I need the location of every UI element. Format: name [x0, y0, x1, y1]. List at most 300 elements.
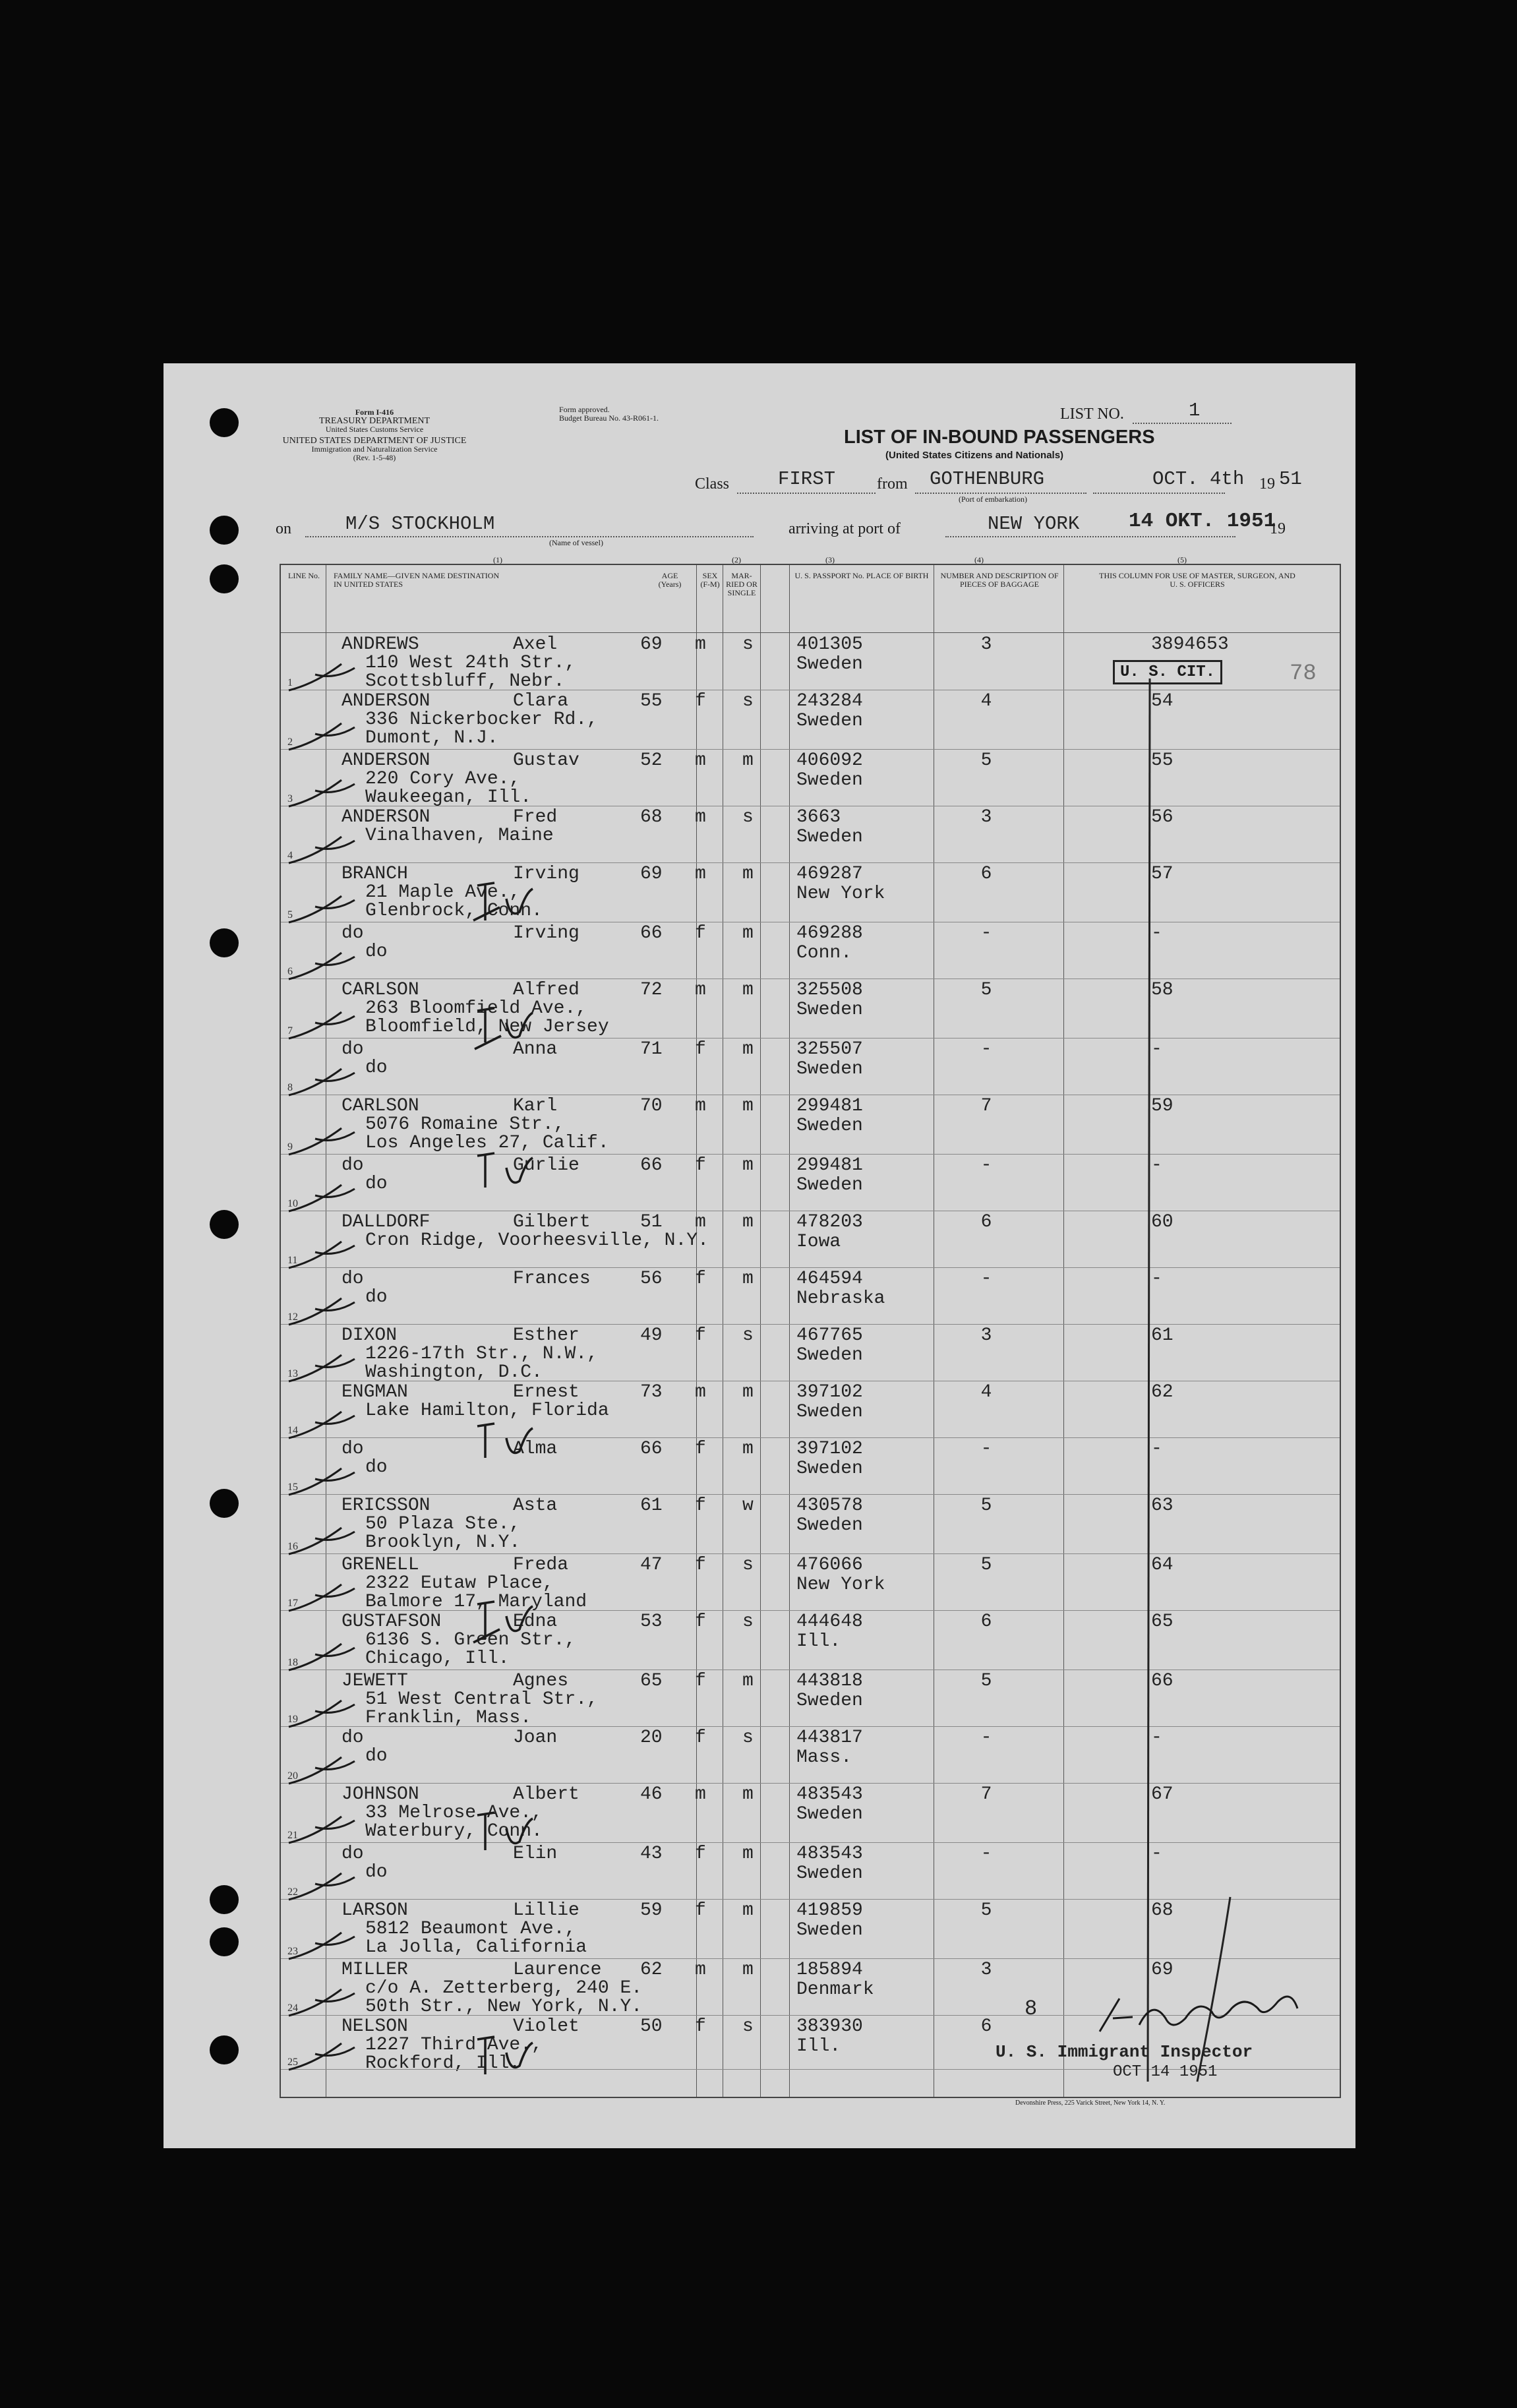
marital-status: s	[742, 691, 754, 711]
marital-status: s	[742, 634, 754, 655]
age: 61	[640, 1495, 663, 1516]
passport-number: 397102	[796, 1439, 863, 1459]
place-of-birth: New York	[796, 884, 885, 904]
age: 55	[640, 691, 663, 711]
given-name: Esther	[513, 1325, 580, 1346]
place-of-birth: New York	[796, 1575, 885, 1595]
place-of-birth: Denmark	[796, 1979, 874, 2000]
baggage-count: 6	[980, 864, 992, 884]
given-name: Ernest	[513, 1382, 580, 1402]
header-officers: THIS COLUMN FOR USE OF MASTER, SURGEON, AND U. S. OFFICERS	[1099, 571, 1295, 589]
arrival-port: NEW YORK	[988, 513, 1080, 535]
family-name: CARLSON	[342, 1096, 419, 1116]
line-number: 2	[287, 737, 293, 748]
family-name: do	[342, 1269, 364, 1289]
address-line-1: c/o A. Zetterberg, 240 E.	[365, 1978, 643, 1999]
age: 20	[640, 1728, 663, 1748]
baggage-count: -	[980, 923, 992, 944]
given-name: Gurlie	[513, 1155, 580, 1176]
col-num-3: (3)	[825, 555, 835, 564]
ins-service: Immigration and Naturalization Service	[311, 444, 438, 454]
baggage-count: 5	[980, 1495, 992, 1516]
family-name: ENGMAN	[342, 1382, 408, 1402]
family-name: GRENELL	[342, 1555, 419, 1575]
baggage-count: 4	[980, 691, 992, 711]
header-age: AGE (Years)	[658, 571, 682, 589]
passport-number: 325507	[796, 1039, 863, 1060]
age: 66	[640, 1155, 663, 1176]
officer-note: -	[1151, 1269, 1162, 1289]
on-label: on	[276, 520, 291, 537]
given-name: Clara	[513, 691, 569, 711]
given-name: Edna	[513, 1611, 558, 1632]
baggage-count: 3	[980, 1960, 992, 1980]
inspector-signature	[1093, 1992, 1330, 2045]
baggage-count: 6	[980, 1212, 992, 1232]
officer-note: 60	[1151, 1212, 1174, 1232]
family-name: DALLDORF	[342, 1212, 431, 1232]
address-line-1: 263 Bloomfield Ave.,	[365, 998, 587, 1019]
header-passport: U. S. PASSPORT No. PLACE OF BIRTH	[794, 571, 929, 580]
family-name: NELSON	[342, 2016, 408, 2037]
line-number: 5	[287, 909, 293, 920]
place-of-birth: Mass.	[796, 1747, 852, 1768]
check-mark	[289, 1069, 355, 1095]
passport-number: 383930	[796, 2016, 863, 2037]
address-line-2: Franklin, Mass.	[365, 1708, 532, 1728]
marital-status: m	[742, 1439, 754, 1459]
check-mark	[289, 2043, 355, 2070]
place-of-birth: Iowa	[796, 1232, 841, 1252]
year-prefix: 19	[1259, 475, 1275, 493]
age: 69	[640, 634, 663, 655]
check-mark	[289, 1701, 355, 1727]
marital-status: m	[742, 1900, 754, 1921]
place-of-birth: Sweden	[796, 1345, 863, 1366]
col-num-4: (4)	[974, 555, 984, 564]
age: 66	[640, 923, 663, 944]
sex: f	[695, 1269, 706, 1289]
address-line-1: do	[365, 1746, 388, 1766]
line-number: 24	[287, 2002, 298, 2014]
given-name: Fred	[513, 807, 558, 828]
sex: f	[695, 923, 706, 944]
check-mark	[289, 1468, 355, 1495]
age: 56	[640, 1269, 663, 1289]
line-number: 25	[287, 2057, 298, 2068]
given-name: Lillie	[513, 1900, 580, 1921]
vessel-name: M/S STOCKHOLM	[345, 513, 495, 535]
passport-number: 243284	[796, 691, 863, 711]
officer-note: 54	[1151, 691, 1174, 711]
sex: f	[695, 1155, 706, 1176]
address-line-1: 5076 Romaine Str.,	[365, 1114, 565, 1135]
sex: m	[695, 807, 706, 828]
line-number: 6	[287, 966, 293, 977]
check-mark	[289, 780, 355, 806]
baggage-count: 6	[980, 1611, 992, 1632]
officer-note: -	[1151, 1039, 1162, 1060]
sex: f	[695, 1671, 706, 1691]
address-line-1: do	[365, 1457, 388, 1478]
baggage-count: 5	[980, 1671, 992, 1691]
address-line-2: Waukeegan, Ill.	[365, 787, 532, 808]
marital-status: m	[742, 1212, 754, 1232]
check-mark	[289, 1012, 355, 1038]
address-line-1: 6136 S. Green Str.,	[365, 1630, 576, 1650]
address-line-1: Vinalhaven, Maine	[365, 826, 554, 846]
place-of-birth: Sweden	[796, 1175, 863, 1195]
header-baggage: NUMBER AND DESCRIPTION OF PIECES OF BAGGAGE	[940, 571, 1059, 589]
baggage-count: 4	[980, 1382, 992, 1402]
marital-status: m	[742, 923, 754, 944]
age: 71	[640, 1039, 663, 1060]
sex: m	[695, 864, 706, 884]
line-number: 16	[287, 1541, 298, 1552]
officer-note: 3894653	[1151, 634, 1229, 655]
year-suffix: 19	[1270, 520, 1286, 537]
officer-note: 58	[1151, 980, 1174, 1000]
age: 72	[640, 980, 663, 1000]
address-line-1: 220 Cory Ave.,	[365, 769, 521, 789]
check-mark	[289, 1873, 355, 1900]
check-mark	[289, 1412, 355, 1438]
line-number: 7	[287, 1025, 293, 1037]
place-of-birth: Sweden	[796, 1920, 863, 1941]
given-name: Laurence	[513, 1960, 602, 1980]
justice-dept: UNITED STATES DEPARTMENT OF JUSTICE	[282, 436, 467, 446]
check-mark	[289, 1584, 355, 1611]
budget-bureau: Budget Bureau No. 43-R061-1.	[559, 413, 659, 423]
line-number: 3	[287, 793, 293, 804]
passport-number: 406092	[796, 750, 863, 771]
address-line-2: Scottsbluff, Nebr.	[365, 671, 565, 692]
line-number: 15	[287, 1482, 298, 1493]
officer-note: 65	[1151, 1611, 1174, 1632]
address-line-1: Lake Hamilton, Florida	[365, 1400, 609, 1421]
officer-note: -	[1151, 1728, 1162, 1748]
sex: f	[695, 1728, 706, 1748]
inspector-title: U. S. Immigrant Inspector	[996, 2042, 1253, 2062]
given-name: Axel	[513, 634, 558, 655]
family-name: do	[342, 1439, 364, 1459]
passport-number: 443817	[796, 1728, 863, 1748]
baggage-count: 5	[980, 750, 992, 771]
passport-number: 443818	[796, 1671, 863, 1691]
age: 73	[640, 1382, 663, 1402]
place-of-birth: Sweden	[796, 1515, 863, 1536]
passport-number: 401305	[796, 634, 863, 655]
passport-number: 397102	[796, 1382, 863, 1402]
baggage-count: 3	[980, 1325, 992, 1346]
class-value: FIRST	[778, 468, 836, 490]
line-number: 18	[287, 1657, 298, 1668]
line-number: 19	[287, 1714, 298, 1725]
address-line-2: Dumont, N.J.	[365, 728, 498, 748]
year-value: 51	[1279, 468, 1302, 490]
officer-note: 57	[1151, 864, 1174, 884]
passenger-list-sheet	[164, 363, 1355, 2148]
marital-status: w	[742, 1495, 754, 1516]
given-name: Irving	[513, 923, 580, 944]
list-no-label: LIST NO.	[1060, 406, 1124, 423]
sex: m	[695, 980, 706, 1000]
family-name: LARSON	[342, 1900, 408, 1921]
header-married: MAR- RIED OR SINGLE	[726, 571, 758, 597]
check-mark	[289, 1757, 355, 1784]
sex: f	[695, 1611, 706, 1632]
check-mark	[289, 1298, 355, 1325]
marital-status: m	[742, 864, 754, 884]
officer-note: -	[1151, 1844, 1162, 1864]
officer-note: 68	[1151, 1900, 1174, 1921]
printer-imprint: Devonshire Press, 225 Varick Street, New York 14, N. Y.	[1015, 2099, 1166, 2107]
inspector-date-stamp: OCT 14 1951	[1113, 2063, 1218, 2081]
family-name: do	[342, 1844, 364, 1864]
family-name: ANDERSON	[342, 691, 431, 711]
signature-note: 8	[1025, 1997, 1038, 2021]
us-citizen-stamp: U. S. CIT.	[1113, 660, 1222, 684]
passport-number: 483543	[796, 1784, 863, 1805]
address-line-1: 50 Plaza Ste.,	[365, 1514, 521, 1534]
family-name: do	[342, 1155, 364, 1176]
baggage-count: 5	[980, 1900, 992, 1921]
passport-number: 478203	[796, 1212, 863, 1232]
col-num-1: (1)	[493, 555, 502, 564]
place-of-birth: Sweden	[796, 1691, 863, 1711]
given-name: Freda	[513, 1555, 569, 1575]
age: 59	[640, 1900, 663, 1921]
given-name: Frances	[513, 1269, 591, 1289]
from-value: GOTHENBURG	[930, 468, 1045, 490]
marital-status: m	[742, 1960, 754, 1980]
line-number: 10	[287, 1198, 298, 1209]
marital-status: m	[742, 980, 754, 1000]
line-number: 22	[287, 1886, 298, 1898]
passport-number: 299481	[796, 1155, 863, 1176]
line-number: 4	[287, 850, 293, 861]
sex: m	[695, 1960, 706, 1980]
place-of-birth: Sweden	[796, 1863, 863, 1884]
age: 49	[640, 1325, 663, 1346]
passport-number: 185894	[796, 1960, 863, 1980]
address-line-1: do	[365, 1287, 388, 1308]
family-name: do	[342, 1728, 364, 1748]
age: 47	[640, 1555, 663, 1575]
address-line-2: Washington, D.C.	[365, 1362, 543, 1383]
address-line-1: 21 Maple Ave.,	[365, 882, 521, 903]
sex: f	[695, 691, 706, 711]
officer-note: 67	[1151, 1784, 1174, 1805]
check-mark	[289, 723, 355, 750]
marital-status: m	[742, 1844, 754, 1864]
address-line-2: Chicago, Ill.	[365, 1648, 510, 1669]
address-line-2: Brooklyn, N.Y.	[365, 1532, 521, 1553]
sex: m	[695, 1096, 706, 1116]
given-name: Alfred	[513, 980, 580, 1000]
header-line-no: LINE No.	[288, 571, 320, 580]
given-name: Elin	[513, 1844, 558, 1864]
officer-note: 63	[1151, 1495, 1174, 1516]
age: 70	[640, 1096, 663, 1116]
list-no-value: 1	[1189, 400, 1201, 421]
check-mark	[289, 1355, 355, 1381]
arriving-label: arriving at port of	[788, 520, 901, 537]
officer-note: 62	[1151, 1382, 1174, 1402]
family-name: ERICSSON	[342, 1495, 431, 1516]
passport-number: 476066	[796, 1555, 863, 1575]
family-name: JOHNSON	[342, 1784, 419, 1805]
baggage-count: -	[980, 1439, 992, 1459]
officer-note: -	[1151, 923, 1162, 944]
address-line-1: do	[365, 1862, 388, 1882]
marital-status: s	[742, 1325, 754, 1346]
officer-note: 69	[1151, 1960, 1174, 1980]
officer-note: 61	[1151, 1325, 1174, 1346]
marital-status: m	[742, 1784, 754, 1805]
family-name: do	[342, 923, 364, 944]
check-mark	[289, 1817, 355, 1843]
marital-status: s	[742, 1555, 754, 1575]
sex: f	[695, 2016, 706, 2037]
line-number: 9	[287, 1141, 293, 1153]
place-of-birth: Conn.	[796, 943, 852, 963]
check-mark	[289, 837, 355, 863]
baggage-count: 7	[980, 1096, 992, 1116]
place-of-birth: Nebraska	[796, 1288, 885, 1309]
address-line-1: 51 West Central Str.,	[365, 1689, 598, 1710]
given-name: Alma	[513, 1439, 558, 1459]
line-number: 17	[287, 1598, 298, 1609]
form-approved: Form approved.	[559, 405, 610, 414]
marital-status: m	[742, 1382, 754, 1402]
baggage-count: -	[980, 1269, 992, 1289]
check-mark	[289, 953, 355, 979]
baggage-count: 7	[980, 1784, 992, 1805]
passport-number: 430578	[796, 1495, 863, 1516]
sex: f	[695, 1325, 706, 1346]
place-of-birth: Sweden	[796, 1804, 863, 1824]
line-number: 14	[287, 1425, 298, 1436]
line-number: 20	[287, 1770, 298, 1782]
check-marks	[164, 363, 1355, 2148]
baggage-count: 5	[980, 980, 992, 1000]
passport-number: 483543	[796, 1844, 863, 1864]
check-mark	[289, 664, 355, 690]
line-number: 12	[287, 1311, 298, 1323]
passport-number: 469288	[796, 923, 863, 944]
address-line-2: Bloomfield, New Jersey	[365, 1017, 609, 1037]
passport-number: 469287	[796, 864, 863, 884]
given-name: Violet	[513, 2016, 580, 2037]
address-line-1: 33 Melrose Ave.,	[365, 1803, 543, 1823]
address-line-2: Waterbury, Conn.	[365, 1821, 543, 1842]
sex: f	[695, 1495, 706, 1516]
baggage-count: -	[980, 1728, 992, 1748]
family-name: ANDREWS	[342, 634, 419, 655]
age: 53	[640, 1611, 663, 1632]
given-name: Agnes	[513, 1671, 569, 1691]
check-mark	[289, 1242, 355, 1268]
place-of-birth: Sweden	[796, 827, 863, 847]
line-number: 13	[287, 1368, 298, 1379]
marital-status: m	[742, 1096, 754, 1116]
sex: m	[695, 1784, 706, 1805]
place-of-birth: Ill.	[796, 1631, 841, 1652]
header-name: FAMILY NAME—GIVEN NAME DESTINATION IN UNITED STATES	[334, 571, 500, 589]
given-name: Karl	[513, 1096, 558, 1116]
address-line-2: 50th Str., New York, N.Y.	[365, 1997, 643, 2017]
officer-note: 66	[1151, 1671, 1174, 1691]
address-line-2: La Jolla, California	[365, 1937, 587, 1958]
family-name: do	[342, 1039, 364, 1060]
place-of-birth: Sweden	[796, 654, 863, 675]
given-name: Irving	[513, 864, 580, 884]
check-mark	[289, 1644, 355, 1670]
age: 50	[640, 2016, 663, 2037]
passport-number: 325508	[796, 980, 863, 1000]
family-name: CARLSON	[342, 980, 419, 1000]
sex: f	[695, 1844, 706, 1864]
baggage-count: -	[980, 1155, 992, 1176]
arrival-date-stamp: 14 OKT. 1951	[1129, 510, 1276, 533]
vessel-label: (Name of vessel)	[549, 538, 603, 547]
address-line-2: Los Angeles 27, Calif.	[365, 1133, 609, 1153]
address-line-1: 110 West 24th Str.,	[365, 653, 576, 673]
passport-number: 419859	[796, 1900, 863, 1921]
age: 51	[640, 1212, 663, 1232]
given-name: Asta	[513, 1495, 558, 1516]
marital-status: m	[742, 1671, 754, 1691]
from-label: from	[877, 475, 908, 493]
marital-status: s	[742, 1611, 754, 1632]
address-line-1: 1227 Third Ave.,	[365, 2035, 543, 2055]
place-of-birth: Sweden	[796, 1059, 863, 1079]
officer-note: -	[1151, 1155, 1162, 1176]
place-of-birth: Sweden	[796, 770, 863, 791]
marital-status: s	[742, 807, 754, 828]
address-line-1: do	[365, 942, 388, 962]
given-name: Anna	[513, 1039, 558, 1060]
sex: m	[695, 750, 706, 771]
age: 46	[640, 1784, 663, 1805]
sex: f	[695, 1439, 706, 1459]
marital-status: m	[742, 1039, 754, 1060]
treasury-dept: TREASURY DEPARTMENT	[318, 416, 431, 426]
officer-note: 59	[1151, 1096, 1174, 1116]
customs-service: United States Customs Service	[325, 425, 424, 434]
age: 66	[640, 1439, 663, 1459]
address-line-1: 5812 Beaumont Ave.,	[365, 1919, 576, 1939]
family-name: DIXON	[342, 1325, 398, 1346]
officer-note: 55	[1151, 750, 1174, 771]
age: 68	[640, 807, 663, 828]
place-of-birth: Sweden	[796, 711, 863, 731]
sex: f	[695, 1900, 706, 1921]
baggage-count: 5	[980, 1555, 992, 1575]
address-line-1: 2322 Eutaw Place,	[365, 1573, 554, 1594]
family-name: MILLER	[342, 1960, 408, 1980]
sex: m	[695, 1212, 706, 1232]
baggage-count: -	[980, 1039, 992, 1060]
marital-status: m	[742, 750, 754, 771]
line-number: 8	[287, 1082, 293, 1093]
passport-number: 464594	[796, 1269, 863, 1289]
sex: m	[695, 634, 706, 655]
marital-status: m	[742, 1155, 754, 1176]
officer-note: -	[1151, 1439, 1162, 1459]
place-of-birth: Sweden	[796, 1459, 863, 1479]
